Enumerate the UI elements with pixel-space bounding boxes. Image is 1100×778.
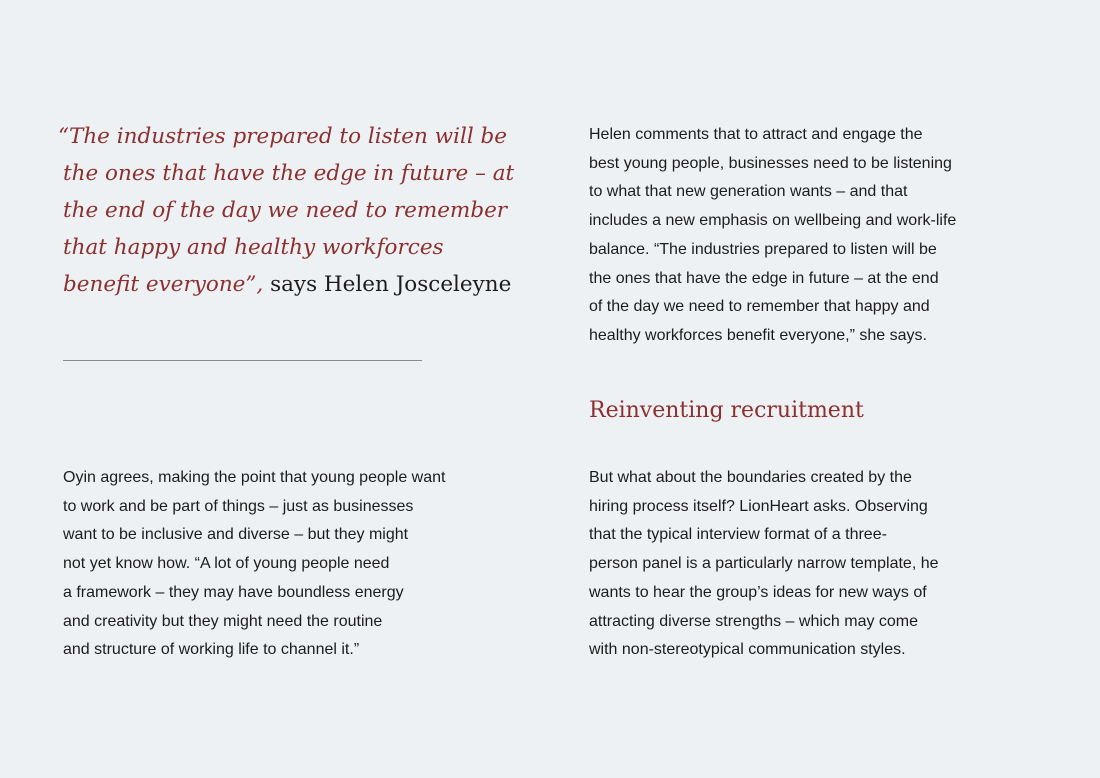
- paragraph-line: that the typical interview format of a three-: [589, 526, 887, 544]
- paragraph-line: to what that new generation wants – and that: [589, 183, 908, 201]
- paragraph-line: not yet know how. “A lot of young people need: [63, 555, 390, 573]
- paragraph-line: the ones that have the edge in future – at the end: [589, 269, 939, 287]
- quote-line: the end of the day we need to remember: [63, 198, 508, 223]
- quote-line: that happy and healthy workforces: [63, 235, 444, 260]
- paragraph-line: person panel is a particularly narrow template, he: [589, 555, 939, 573]
- paragraph-line: balance. “The industries prepared to listen will be: [589, 240, 937, 258]
- paragraph-line: healthy workforces benefit everyone,” she says.: [589, 326, 927, 344]
- section-heading: Reinventing recruitment: [589, 398, 864, 423]
- right-paragraph-2: [589, 464, 939, 665]
- paragraph-line: want to be inclusive and diverse – but they might: [63, 526, 409, 544]
- quote-line: “The industries prepared to listen will be: [58, 124, 508, 149]
- paragraph-line: and creativity but they might need the routine: [63, 612, 383, 630]
- paragraph-line: to work and be part of things – just as businesses: [63, 497, 414, 515]
- paragraph-line: and structure of working life to channel it.”: [63, 641, 360, 659]
- paragraph-line: Helen comments that to attract and engage the: [589, 126, 923, 143]
- paragraph-line: of the day we need to remember that happy and: [589, 298, 930, 316]
- paragraph-line: hiring process itself? LionHeart asks. Observing: [589, 497, 928, 515]
- quote-attribution: says Helen Josceleyne: [263, 272, 512, 297]
- quote-last-line: [58, 266, 514, 303]
- paragraph-line: a framework – they may have boundless energy: [63, 583, 404, 601]
- paragraph-line: But what about the boundaries created by the: [589, 469, 912, 486]
- paragraph-line: with non-stereotypical communication styles.: [589, 641, 906, 659]
- quote-line: the ones that have the edge in future – at: [63, 161, 515, 186]
- paragraph-line: best young people, businesses need to be listening: [589, 154, 952, 172]
- paragraph-line: wants to hear the group’s ideas for new ways of: [589, 583, 927, 601]
- paragraph-line: Oyin agrees, making the point that young people want: [63, 469, 446, 486]
- paragraph-line: includes a new emphasis on wellbeing and work-life: [589, 212, 957, 230]
- right-paragraph-1: [589, 121, 956, 351]
- divider: [63, 360, 422, 361]
- quote-line: benefit everyone”,: [63, 272, 264, 297]
- pull-quote: [58, 118, 514, 303]
- left-paragraph: [63, 464, 445, 665]
- paragraph-line: attracting diverse strengths – which may come: [589, 612, 919, 630]
